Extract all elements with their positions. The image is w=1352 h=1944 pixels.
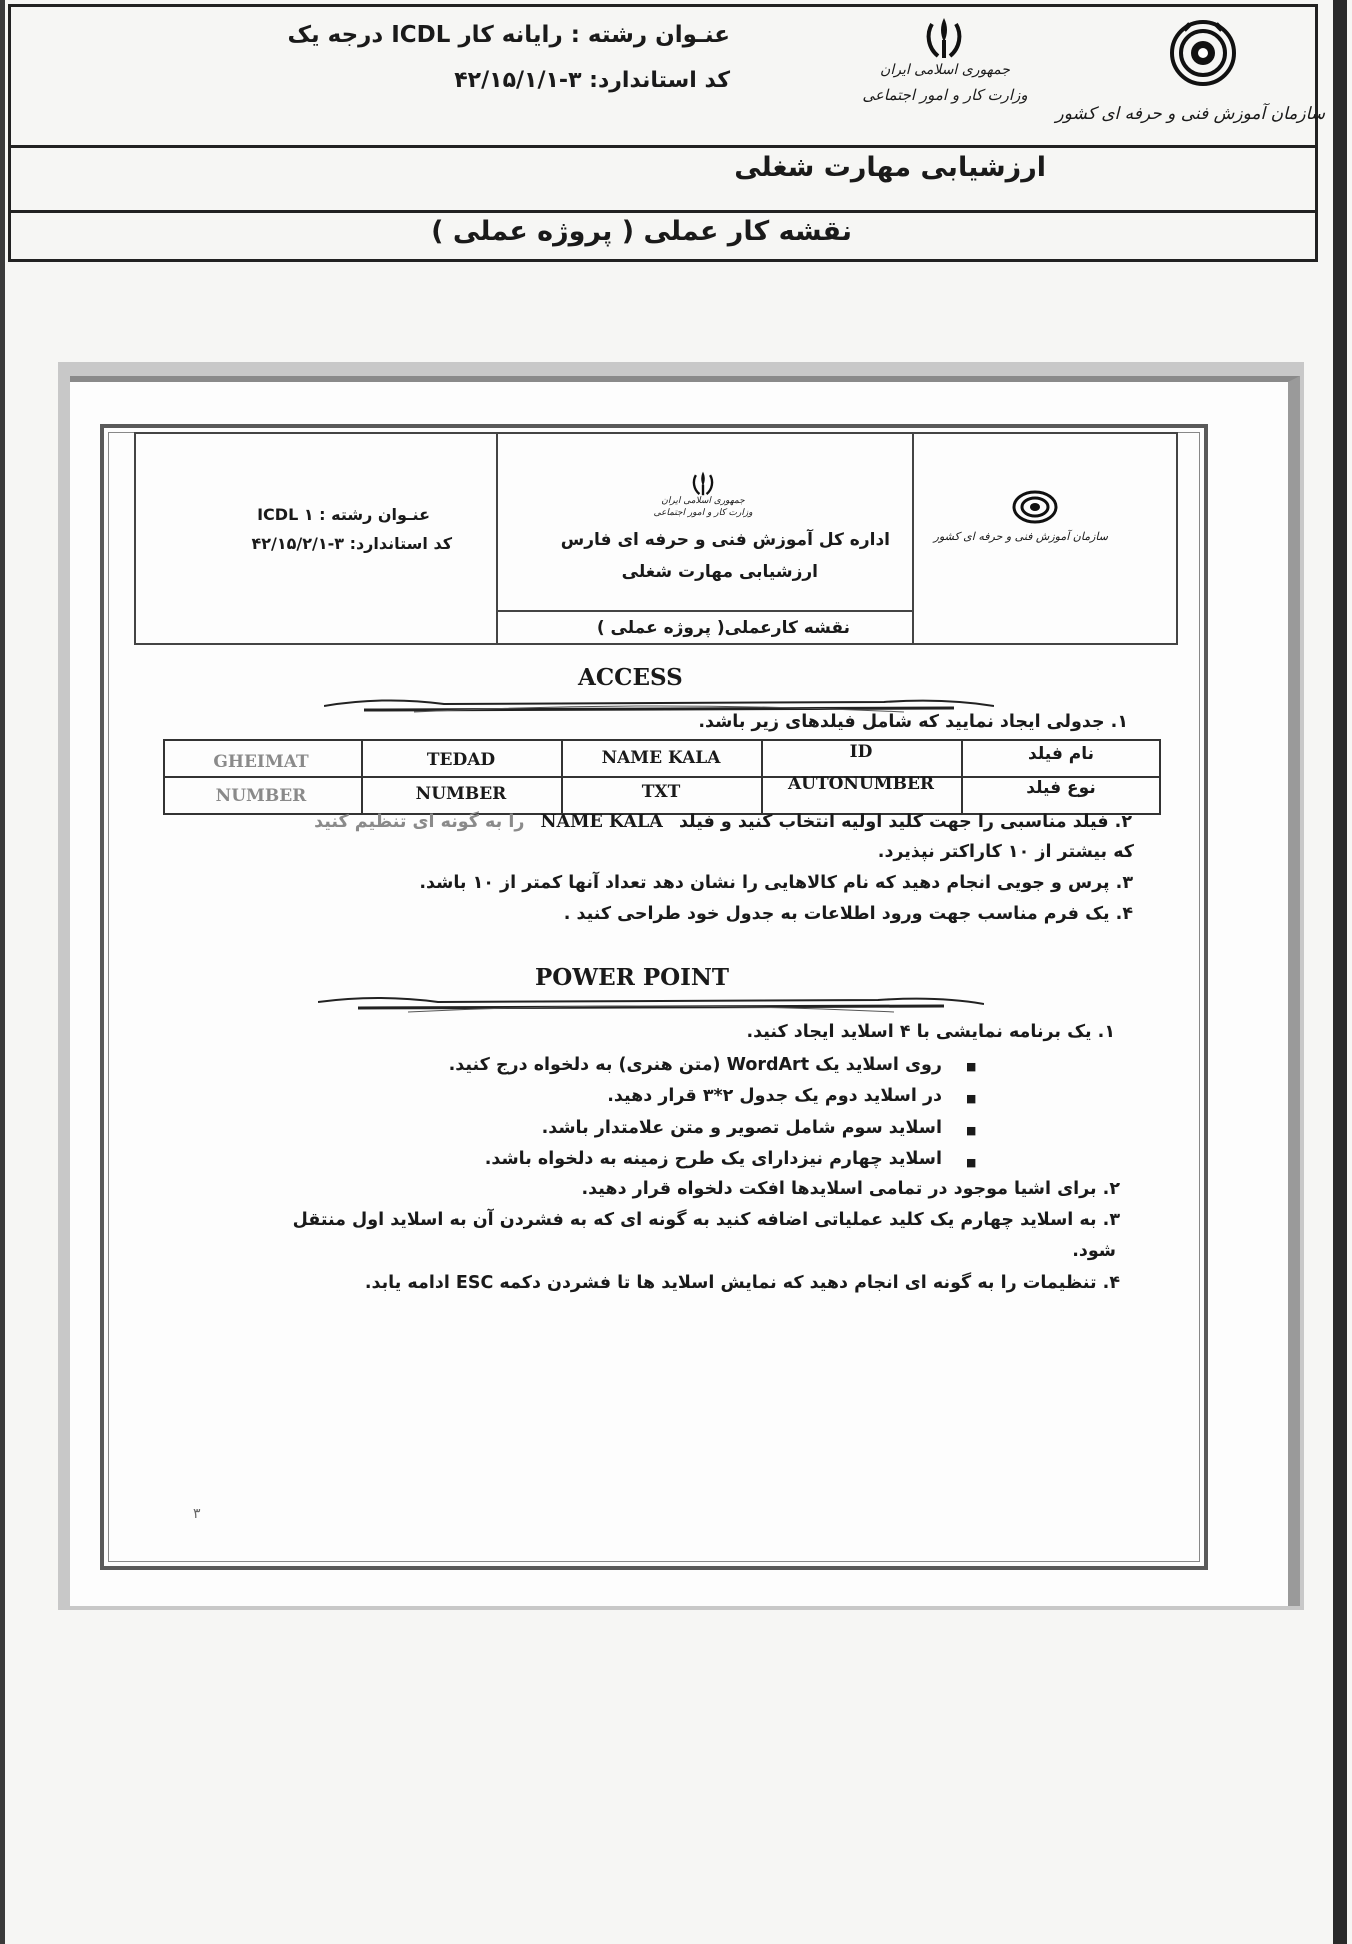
ministry-name: وزارت کار و امور اجتماعی — [862, 86, 1028, 104]
scan-edge-left — [0, 0, 5, 1944]
field-name-cell: ID — [849, 742, 873, 762]
access-item-2-continued: که بیشتر از ۱۰ کاراکتر نپذیرد. — [877, 842, 1134, 862]
emblem-caption: جمهوری اسلامی ایران — [880, 62, 1010, 78]
scan-edge-right — [1333, 0, 1347, 1944]
bullet-icon: ■ — [966, 1092, 977, 1105]
item-text: را به گونه ای تنظیم کنید — [314, 812, 525, 832]
table-divider — [912, 432, 914, 645]
field-name-cell: GHEIMAT — [213, 752, 309, 772]
access-item-2 — [314, 812, 1132, 832]
ministry-name: وزارت کار و امور اجتماعی — [653, 508, 753, 518]
inner-course-title: عنـوان رشته : ۱ ICDL — [257, 505, 430, 524]
course-title: عنـوان رشته : رایانه کار ICDL درجه یک — [287, 22, 730, 48]
bullet-icon: ■ — [966, 1156, 977, 1169]
header-divider — [11, 145, 1315, 148]
bullet-icon: ■ — [966, 1124, 977, 1137]
field-type-cell: NUMBER — [415, 784, 507, 804]
table-divider — [498, 610, 914, 612]
tvto-logo-icon — [1170, 20, 1236, 86]
org-name: سازمان آموزش فنی و حرفه ای کشور — [1055, 104, 1325, 124]
bullet-icon: ■ — [966, 1060, 977, 1073]
assessment-title: ارزشیابی مهارت شغلی — [734, 152, 1046, 183]
row-label-field-name: نام فیلد — [1028, 744, 1094, 764]
tvto-logo-icon — [1012, 490, 1058, 524]
powerpoint-subitem-4: اسلاید چهارم نیزدارای یک طرح زمینه به دلخواه باشد. — [484, 1149, 942, 1169]
inner-project-title: نقشه کارعملی( پروژه عملی ) — [596, 618, 850, 638]
powerpoint-item-3-continued: شود. — [1072, 1241, 1116, 1261]
office-name: اداره کل آموزش فنی و حرفه ای فارس — [560, 530, 890, 550]
field-type-cell: AUTONUMBER — [787, 774, 935, 794]
field-name-cell: TEDAD — [426, 750, 496, 770]
field-name-cell: NAME KALA — [601, 748, 721, 768]
field-type-cell: NUMBER — [215, 786, 307, 806]
field-reference: NAME KALA — [540, 812, 663, 832]
project-title: نقشه کار عملی ( پروژه عملی ) — [431, 216, 852, 247]
field-type-cell: TXT — [641, 782, 681, 802]
row-label-field-type: نوع فیلد — [1026, 778, 1096, 798]
item-text: ۲. فیلد مناسبی را جهت کلید اولیه انتخاب کنید و فیلد — [678, 812, 1132, 832]
access-item-3: ۳. پرس و جویی انجام دهید که نام کالاهایی را نشان دهد تعداد آنها کمتر از ۱۰ باشد. — [419, 873, 1133, 893]
org-name: سازمان آموزش فنی و حرفه ای کشور — [933, 530, 1108, 543]
iran-emblem-icon — [690, 470, 716, 498]
page-number: ۳ — [193, 1506, 201, 1522]
inner-standard-code: کد استاندارد: ۳-۴۲/۱۵/۲/۱ — [251, 534, 452, 553]
iran-emblem-icon — [922, 16, 966, 62]
access-item-1: ۱. جدولی ایجاد نمایید که شامل فیلدهای زیر باشد. — [698, 712, 1128, 732]
powerpoint-item-2: ۲. برای اشیا موجود در تمامی اسلایدها افکت دلخواه قرار دهید. — [581, 1179, 1120, 1199]
inner-assessment-title: ارزشیابی مهارت شغلی — [621, 562, 818, 582]
powerpoint-subitem-3: اسلاید سوم شامل تصویر و متن علامتدار باشد. — [541, 1118, 942, 1138]
standard-code: کد استاندارد: ۳-۴۲/۱۵/۱/۱ — [454, 68, 730, 93]
powerpoint-subitem-2: در اسلاید دوم یک جدول ۲*۳ قرار دهید. — [607, 1086, 942, 1106]
powerpoint-item-1: ۱. یک برنامه نمایشی با ۴ اسلاید ایجاد کنید. — [746, 1022, 1115, 1042]
table-divider — [496, 432, 498, 645]
access-heading: ACCESS — [578, 664, 683, 691]
powerpoint-heading: POWER POINT — [535, 964, 730, 991]
emblem-caption: جمهوری اسلامی ایران — [661, 496, 745, 506]
powerpoint-item-3: ۳. به اسلاید چهارم یک کلید عملیاتی اضافه کنید به گونه ای که به فشردن آن به اسلاید اول منتقل — [292, 1210, 1120, 1230]
access-item-4: ۴. یک فرم مناسب جهت ورود اطلاعات به جدول خود طراحی کنید . — [563, 904, 1133, 924]
section-divider-ornament — [318, 992, 984, 1016]
header-divider — [11, 210, 1315, 213]
powerpoint-item-4: ۴. تنظیمات را به گونه ای انجام دهید که نمایش اسلاید ها تا فشردن دکمه ESC ادامه یابد. — [364, 1273, 1120, 1293]
powerpoint-subitem-1: روی اسلاید یک WordArt (متن هنری) به دلخواه درج کنید. — [448, 1055, 942, 1075]
